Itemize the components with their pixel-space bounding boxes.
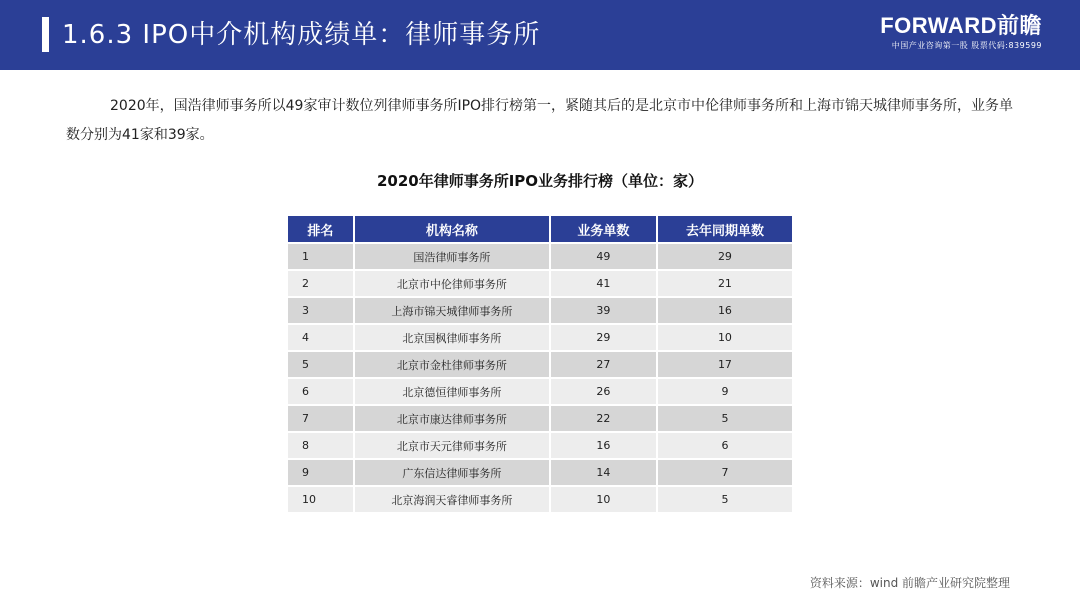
table-title: 2020年律师事务所IPO业务排行榜（单位：家） (376, 172, 704, 190)
cell-previous: 17 (658, 352, 792, 377)
cell-name: 北京德恒律师事务所 (355, 379, 549, 404)
table-row (288, 352, 792, 377)
cell-name: 北京市金杜律师事务所 (355, 352, 549, 377)
cell-previous: 7 (658, 460, 792, 485)
logo-wordmark: FORWARD前瞻 (880, 13, 1042, 38)
cell-previous: 6 (658, 433, 792, 458)
title-accent-bar (42, 17, 49, 52)
cell-name: 北京国枫律师事务所 (355, 325, 549, 350)
intro-paragraph: 2020年，国浩律师事务所以49家审计数位列律师事务所IPO排行榜第一，紧随其后的是北京市中伦律师事务所和上海市锦天城律师事务所，业务单数分别为41家和39家。 (66, 98, 1014, 143)
cell-current: 26 (551, 379, 656, 404)
cell-previous: 16 (658, 298, 792, 323)
cell-current: 16 (551, 433, 656, 458)
cell-rank: 8 (288, 433, 353, 458)
cell-current: 14 (551, 460, 656, 485)
table-row (288, 298, 792, 323)
table-row (288, 379, 792, 404)
table-row (288, 487, 792, 512)
table-row (288, 271, 792, 296)
cell-current: 10 (551, 487, 656, 512)
cell-current: 39 (551, 298, 656, 323)
table-row (288, 460, 792, 485)
cell-rank: 5 (288, 352, 353, 377)
page-title: 1.6.3 IPO中介机构成绩单：律师事务所 (62, 20, 541, 50)
table-header-row (288, 216, 792, 242)
table-row (288, 433, 792, 458)
cell-current: 27 (551, 352, 656, 377)
table-row (288, 244, 792, 269)
cell-previous: 5 (658, 406, 792, 431)
header-previous: 去年同期单数 (658, 216, 792, 242)
cell-rank: 1 (288, 244, 353, 269)
header-current: 业务单数 (551, 216, 656, 242)
cell-previous: 10 (658, 325, 792, 350)
cell-current: 29 (551, 325, 656, 350)
cell-name: 北京市天元律师事务所 (355, 433, 549, 458)
cell-rank: 7 (288, 406, 353, 431)
cell-previous: 29 (658, 244, 792, 269)
cell-previous: 5 (658, 487, 792, 512)
ranking-table (286, 214, 794, 514)
cell-rank: 9 (288, 460, 353, 485)
cell-previous: 9 (658, 379, 792, 404)
cell-rank: 4 (288, 325, 353, 350)
cell-current: 49 (551, 244, 656, 269)
table-row (288, 406, 792, 431)
cell-name: 国浩律师事务所 (355, 244, 549, 269)
logo-tagline: 中国产业咨询第一股 股票代码:839599 (891, 41, 1042, 50)
cell-name: 广东信达律师事务所 (355, 460, 549, 485)
cell-rank: 6 (288, 379, 353, 404)
source-note: 资料来源：wind 前瞻产业研究院整理 (809, 576, 1010, 590)
table-row (288, 325, 792, 350)
brand-logo (880, 14, 1042, 52)
cell-rank: 3 (288, 298, 353, 323)
cell-name: 北京市康达律师事务所 (355, 406, 549, 431)
cell-rank: 10 (288, 487, 353, 512)
cell-name: 上海市锦天城律师事务所 (355, 298, 549, 323)
header-bar (0, 0, 1080, 70)
cell-name: 北京海润天睿律师事务所 (355, 487, 549, 512)
header-rank: 排名 (288, 216, 353, 242)
cell-current: 22 (551, 406, 656, 431)
cell-current: 41 (551, 271, 656, 296)
cell-rank: 2 (288, 271, 353, 296)
header-name: 机构名称 (355, 216, 549, 242)
cell-name: 北京市中伦律师事务所 (355, 271, 549, 296)
cell-previous: 21 (658, 271, 792, 296)
